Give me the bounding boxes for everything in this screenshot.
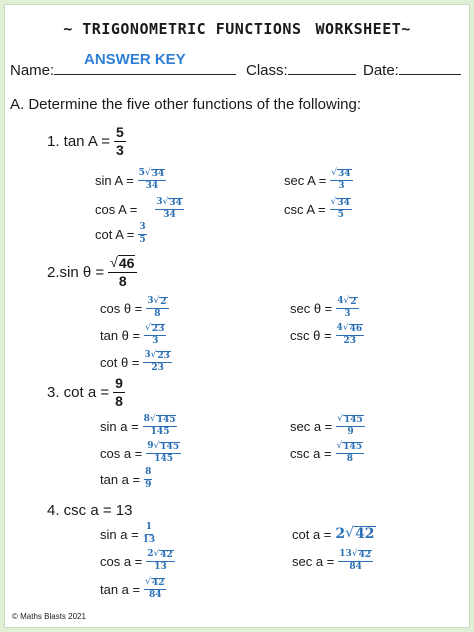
function-label: cot A = — [95, 226, 135, 242]
answer-row — [290, 296, 359, 320]
answer-fraction: $\frac{3}{5}$ — [139, 222, 146, 245]
answer-row — [95, 222, 147, 246]
answer-row — [292, 522, 376, 546]
function-label: sec a = — [292, 553, 335, 569]
function-label: tan a = — [100, 581, 141, 597]
given-denominator: 8 — [118, 273, 127, 289]
function-label: cot a = — [292, 526, 332, 542]
function-label: csc A = — [284, 201, 326, 217]
problem-1-statement — [47, 121, 126, 161]
copyright-footer: © Maths Blasts 2021 — [12, 612, 86, 621]
answer-fraction: 8 √ 145 145 — [143, 413, 176, 437]
answer-row — [100, 441, 181, 465]
answer-row — [100, 577, 166, 601]
function-label: csc θ = — [290, 327, 332, 343]
given-fraction: √ 46 8 — [108, 255, 137, 288]
function-label: tan a = — [100, 471, 141, 487]
answer-fraction: √ 34 3 — [331, 167, 351, 191]
name-blank — [54, 62, 236, 75]
answer-fraction: 2 √ 42 13 — [147, 548, 173, 572]
answer-fraction: 9 √ 145 145 — [147, 440, 180, 464]
answer-fraction: 3 √ 23 23 — [144, 349, 170, 373]
given-numerator: 9 — [115, 374, 123, 391]
class-blank — [288, 62, 356, 75]
problem-label: 3. cot a = — [47, 383, 110, 401]
date-blank — [399, 62, 461, 75]
problem-label: 2.sin θ = — [47, 263, 105, 281]
answer-row — [100, 467, 152, 491]
answer-value: 2 √ 42 — [335, 525, 375, 543]
answer-row — [290, 441, 364, 465]
function-label: tan θ = — [100, 327, 141, 343]
problem-label: 4. csc a = 13 — [47, 501, 133, 519]
answer-fraction: √ 34 5 — [330, 196, 350, 220]
answer-fraction: 3 √ 34 34 — [156, 196, 182, 220]
answer-fraction: √ 145 8 — [336, 440, 363, 464]
function-label: sin a = — [100, 526, 139, 542]
problem-2-statement — [47, 252, 137, 292]
function-label: sin A = — [95, 172, 134, 188]
given-numerator: 46 — [118, 255, 135, 272]
function-label: sec θ = — [290, 300, 333, 316]
answer-fraction: 4 √ 2 3 — [337, 295, 357, 319]
given-fraction — [114, 125, 126, 157]
title-right: WORKSHEET~ — [315, 20, 411, 38]
answer-fraction: $\frac{8}{9}$ — [145, 467, 152, 490]
answer-key-label: ANSWER KEY — [84, 51, 186, 68]
problem-label: 1. tan A = — [47, 132, 110, 150]
answer-fraction: √ 145 9 — [337, 413, 363, 437]
answer-fraction: $\frac{1}{13}$ — [142, 522, 156, 545]
given-denominator: 3 — [115, 141, 124, 158]
given-denominator: 8 — [115, 392, 123, 409]
function-label: cos a = — [100, 553, 143, 569]
function-label: csc a = — [290, 445, 332, 461]
problem-3-statement — [47, 372, 125, 412]
answer-row — [95, 197, 184, 221]
answer-row — [100, 350, 172, 374]
answer-row — [95, 168, 166, 192]
answer-row — [284, 168, 353, 192]
answer-row — [290, 323, 364, 347]
answer-fraction: 4 √ 46 23 — [336, 322, 363, 346]
class-label: Class: — [246, 62, 288, 79]
answer-fraction: 5 √ 34 34 — [138, 167, 165, 191]
class-field — [246, 62, 356, 79]
date-label: Date: — [363, 62, 399, 79]
answer-fraction: 13 √ 42 84 — [339, 548, 372, 572]
answer-fraction: 3 √ 2 8 — [147, 295, 167, 319]
answer-row — [292, 549, 373, 573]
date-field — [363, 62, 461, 79]
name-field — [10, 62, 236, 79]
answer-row — [100, 522, 155, 546]
function-label: sec A = — [284, 172, 327, 188]
answer-fraction: √ 23 3 — [145, 322, 165, 346]
answer-row — [100, 549, 175, 573]
given-numerator: 5 — [115, 123, 124, 140]
answer-row — [284, 197, 352, 221]
answer-row — [100, 296, 169, 320]
worksheet-title — [0, 20, 474, 38]
title-left: ~ TRIGONOMETRIC FUNCTIONS — [63, 20, 302, 38]
given-fraction — [113, 376, 125, 408]
answer-row — [100, 414, 177, 438]
function-label: sin a = — [100, 418, 139, 434]
function-label: cos θ = — [100, 300, 143, 316]
function-label: sec a = — [290, 418, 333, 434]
instruction: A. Determine the five other functions of the following: — [10, 96, 362, 113]
function-label: cot θ = — [100, 354, 140, 370]
answer-row — [100, 323, 166, 347]
answer-row — [290, 414, 365, 438]
answer-fraction: √ 42 84 — [145, 576, 165, 600]
function-label: cos A = — [95, 201, 138, 217]
function-label: cos a = — [100, 445, 143, 461]
name-label: Name: — [10, 62, 55, 79]
